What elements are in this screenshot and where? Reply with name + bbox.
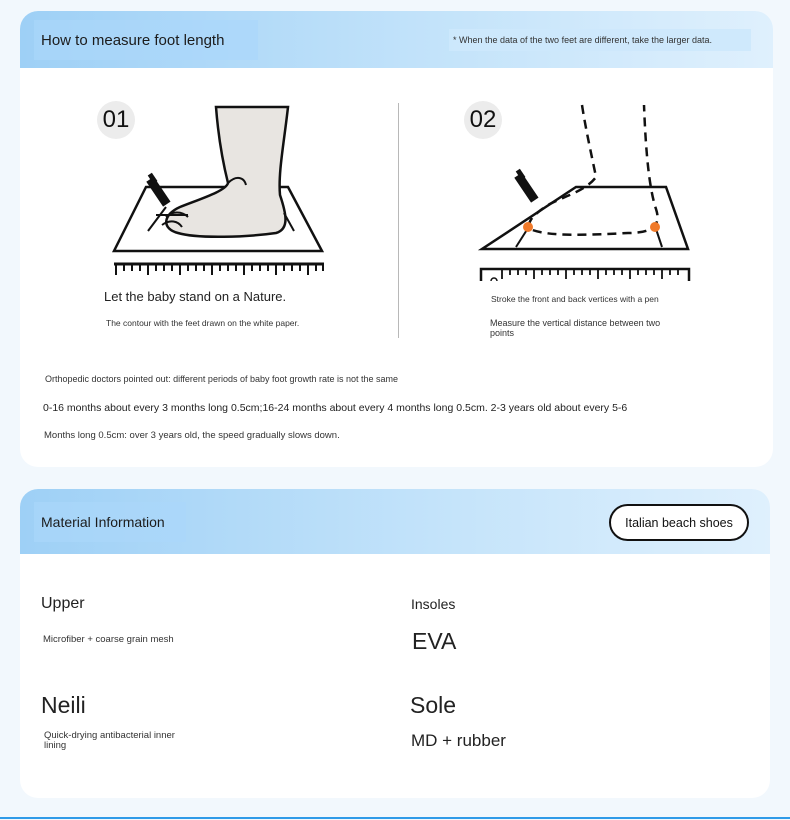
growth-info-line-2: 0-16 months about every 3 months long 0.5cm;16-24 months about every 4 months long 0.5cm. 2-3 years old about every 5-6 (43, 402, 628, 414)
style-tag-pill: Italian beach shoes (609, 504, 749, 541)
lining-label: Quick-drying antibacterial inner lining (44, 730, 175, 751)
material-card (20, 489, 770, 798)
outline-with-points-illustration (478, 101, 692, 281)
upper-value: Microfiber + coarse grain mesh (43, 634, 174, 645)
upper-label: Upper (41, 595, 85, 612)
growth-info-line-1: Orthopedic doctors pointed out: different periods of baby foot growth rate is not the same (45, 374, 399, 384)
step-divider (398, 103, 399, 338)
step-2-number: 02 (464, 101, 502, 139)
growth-info-line-3: Months long 0.5cm: over 3 years old, the speed gradually slows down. (44, 430, 340, 441)
sole-label: Sole (410, 692, 457, 718)
step-1-subcaption: The contour with the feet drawn on the white paper. (106, 318, 300, 328)
measure-header (20, 11, 773, 68)
foot-on-paper-illustration (108, 103, 328, 275)
insoles-label: Insoles (411, 596, 456, 612)
measure-card (20, 11, 773, 467)
bottom-accent-line (0, 817, 790, 819)
measure-note: * When the data of the two feet are different, take the larger data. (449, 29, 751, 51)
lining-value: Neili (41, 692, 86, 718)
step-1-number: 01 (97, 101, 135, 139)
measure-title: How to measure foot length (34, 20, 258, 60)
material-title: Material Information (34, 502, 186, 542)
sole-value: MD + rubber (411, 731, 506, 750)
step-2-caption: Stroke the front and back vertices with a pen (491, 294, 659, 304)
step-2-subcaption: Measure the vertical distance between two points (490, 318, 661, 338)
step-1-caption: Let the baby stand on a Nature. (104, 289, 287, 304)
material-header (20, 489, 770, 554)
insoles-value: EVA (412, 628, 457, 654)
